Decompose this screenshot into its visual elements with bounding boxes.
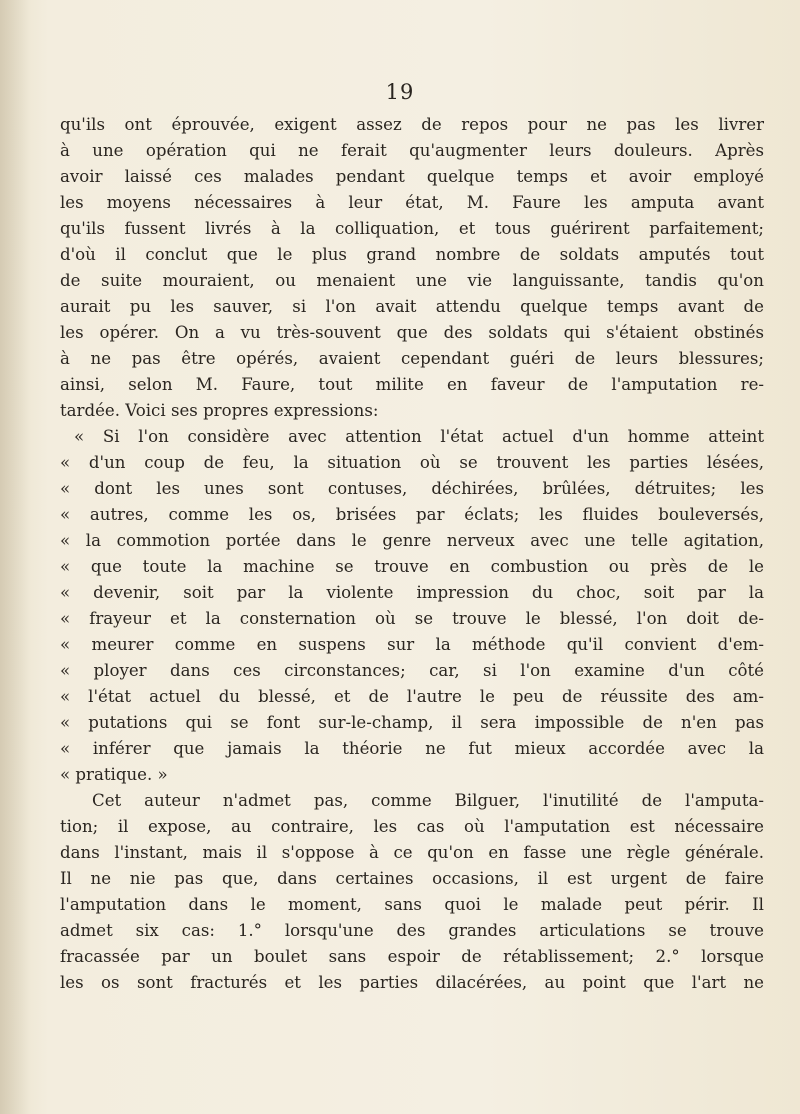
text-line: les moyens nécessaires à leur état, M. Faure les amputa avant <box>60 193 764 212</box>
text-line: fracassée par un boulet sans espoir de rétablissement; 2.° lorsque <box>60 947 764 966</box>
text-line: les opérer. On a vu très-souvent que des soldats qui s'étaient obstinés <box>60 323 764 342</box>
text-line: qu'ils fussent livrés à la colliquation, et tous guérirent parfaitement; <box>60 219 764 238</box>
quote-line: « frayeur et la consternation où se trouve le blessé, l'on doit de- <box>60 609 764 628</box>
text-line: dans l'instant, mais il s'oppose à ce qu'on en fasse une règle générale. <box>60 843 764 862</box>
text-line: Il ne nie pas que, dans certaines occasions, il est urgent de faire <box>60 869 764 888</box>
text-line: tion; il expose, au contraire, les cas où l'amputation est nécessaire <box>60 817 764 836</box>
quote-line: « meurer comme en suspens sur la méthode qu'il convient d'em- <box>60 635 764 654</box>
text-line: ainsi, selon M. Faure, tout milite en faveur de l'amputation re- <box>60 375 764 394</box>
quote-line: « autres, comme les os, brisées par éclats; les fluides bouleversés, <box>60 505 764 524</box>
quote-line: « dont les unes sont contuses, déchirées, brûlées, détruites; les <box>60 479 764 498</box>
text-line: aurait pu les sauver, si l'on avait attendu quelque temps avant de <box>60 297 764 316</box>
quote-line: « d'un coup de feu, la situation où se trouvent les parties lésées, <box>60 453 764 472</box>
quote-line: « inférer que jamais la théorie ne fut mieux accordée avec la <box>60 739 764 758</box>
quote-line: « devenir, soit par la violente impression du choc, soit par la <box>60 583 764 602</box>
text-line: à une opération qui ne ferait qu'augmenter leurs douleurs. Après <box>60 141 764 160</box>
quote-line: « la commotion portée dans le genre nerveux avec une telle agitation, <box>60 531 764 550</box>
text-line: admet six cas: 1.° lorsqu'une des grandes articulations se trouve <box>60 921 764 940</box>
page-number: 19 <box>385 80 415 104</box>
quote-line: « ployer dans ces circonstances; car, si l'on examine d'un côté <box>60 661 764 680</box>
quote-line: « l'état actuel du blessé, et de l'autre le peu de réussite des am- <box>60 687 764 706</box>
text-line: Cet auteur n'admet pas, comme Bilguer, l'inutilité de l'amputa- <box>92 791 764 810</box>
body-text <box>60 112 764 996</box>
quote-line: « que toute la machine se trouve en combustion ou près de le <box>60 557 764 576</box>
text-line: qu'ils ont éprouvée, exigent assez de repos pour ne pas les livrer <box>60 115 764 134</box>
quote-line: « putations qui se font sur-le-champ, il sera impossible de n'en pas <box>60 713 764 732</box>
text-line: avoir laissé ces malades pendant quelque temps et avoir employé <box>60 167 764 186</box>
quote-line: « pratique. » <box>60 765 168 784</box>
text-line: les os sont fracturés et les parties dilacérées, au point que l'art ne <box>60 973 764 992</box>
text-line: de suite mouraient, ou menaient une vie languissante, tandis qu'on <box>60 271 764 290</box>
text-line: à ne pas être opérés, avaient cependant guéri de leurs blessures; <box>60 349 764 368</box>
text-line: l'amputation dans le moment, sans quoi le malade peut périr. Il <box>60 895 764 914</box>
text-line: d'où il conclut que le plus grand nombre de soldats amputés tout <box>60 245 764 264</box>
quote-line: « Si l'on considère avec attention l'état actuel d'un homme atteint <box>74 427 764 446</box>
page-fold-shadow <box>0 0 30 1114</box>
text-line: tardée. Voici ses propres expressions: <box>60 401 379 420</box>
